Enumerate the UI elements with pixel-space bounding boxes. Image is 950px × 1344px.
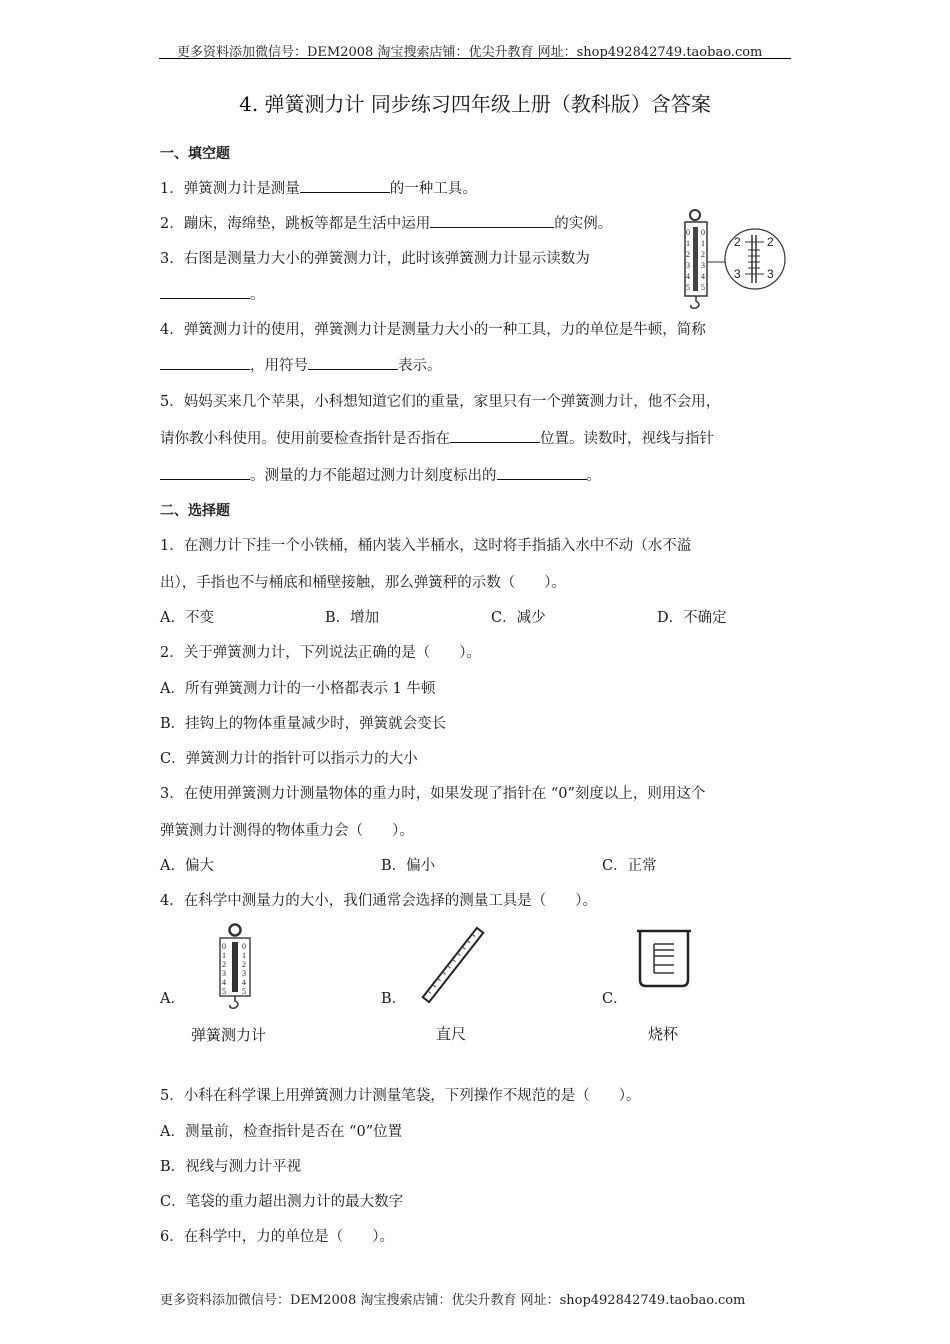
option-b[interactable]: B．	[381, 991, 407, 1007]
question-2-5: 5．小科在科学课上用弹簧测力计测量笔袋，下列操作不规范的是（ ）。	[160, 1088, 641, 1104]
option-b[interactable]: B．视线与测力计平视	[160, 1159, 302, 1175]
section-heading-multiple-choice: 二、选择题	[160, 503, 230, 519]
question-1-5	[160, 390, 720, 411]
scale-label: 3	[242, 969, 246, 978]
scale-label: 2	[222, 960, 226, 969]
question-1-5-line3	[160, 464, 601, 485]
option-b[interactable]: B．偏小	[381, 858, 436, 874]
scale-label: 4	[686, 272, 690, 281]
option-caption: 弹簧测力计	[191, 1026, 267, 1044]
scale-label: 2	[686, 250, 690, 259]
option-c[interactable]: C．弹簧测力计的指针可以指示力的大小	[160, 751, 418, 767]
question-text: 请你教小科使用。使用前要检查指针是否指在	[160, 431, 450, 447]
scale-label: 3	[222, 969, 226, 978]
question-text: 的实例。	[554, 216, 613, 232]
question-1-4	[160, 318, 706, 339]
option-b[interactable]: B．增加	[325, 610, 380, 626]
zoom-label: 3	[734, 267, 741, 281]
question-text: 1．弹簧测力计是测量	[160, 181, 300, 197]
scale-label: 2	[701, 250, 705, 259]
option-c[interactable]: C．减少	[491, 610, 546, 626]
question-1-5-line2	[160, 427, 714, 448]
answer-blank[interactable]	[308, 355, 398, 370]
option-a[interactable]: A．所有弹簧测力计的一小格都表示 1 牛顿	[160, 681, 436, 697]
scale-label: 2	[242, 960, 246, 969]
option-a[interactable]: A．测量前，检查指针是否在 “0”位置	[160, 1124, 403, 1140]
question-text: 。测量的力不能超过测力计刻度标出的	[250, 468, 497, 484]
answer-blank[interactable]	[160, 465, 250, 480]
question-1-2	[160, 212, 612, 233]
scale-label: 0	[686, 228, 690, 237]
scale-label: 5	[222, 987, 226, 996]
question-text: 。	[250, 287, 265, 303]
question-text: 2．蹦床，海绵垫，跳板等都是生活中运用	[160, 216, 431, 232]
page-footer: 更多资料添加微信号：DEM2008 淘宝搜索店铺：优尖升教育 网址：shop492842749.taobao.com	[160, 1293, 746, 1308]
option-c[interactable]: C．正常	[602, 858, 657, 874]
option-a[interactable]: A．偏大	[160, 858, 214, 874]
question-1-3-answer	[160, 283, 265, 304]
question-text: 4．弹簧测力计的使用，弹簧测力计是测量力大小的一种工具，力的单位是牛顿，简称	[160, 322, 706, 338]
question-1-4-answer	[160, 354, 442, 375]
scale-label: 3	[686, 261, 690, 270]
question-1-3	[160, 247, 590, 268]
question-2-1: 1．在测力计下挂一个小铁桶，桶内装入半桶水，这时将手指插入水中不动（水不溢	[160, 538, 692, 554]
section-heading-fill-blank: 一、填空题	[160, 146, 230, 162]
page-header: 更多资料添加微信号：DEM2008 淘宝搜索店铺：优尖升教育 网址：shop492842749.taobao.com	[177, 45, 763, 60]
option-caption: 烧杯	[648, 1025, 679, 1043]
option-c[interactable]: C．	[602, 991, 628, 1007]
answer-blank[interactable]	[450, 428, 540, 443]
scale-label: 5	[686, 283, 690, 292]
scale-label: 4	[222, 978, 226, 987]
spring-scale-icon	[210, 922, 260, 1010]
question-2-6: 6．在科学中，力的单位是（ ）。	[160, 1229, 394, 1245]
scale-label: 1	[242, 951, 246, 960]
answer-blank[interactable]	[497, 465, 587, 480]
question-text: 3．右图是测量力大小的弹簧测力计，此时该弹簧测力计显示读数为	[160, 251, 590, 267]
scale-label: 4	[701, 272, 705, 281]
option-a[interactable]: A．不变	[160, 610, 214, 626]
scale-spring	[693, 227, 698, 291]
page-title: 4. 弹簧测力计 同步练习四年级上册（教科版）含答案	[239, 92, 711, 116]
option-d[interactable]: D．不确定	[657, 610, 727, 626]
question-2-3: 3．在使用弹簧测力计测量物体的重力时，如果发现了指针在 “0”刻度以上，则用这个	[160, 786, 706, 802]
zoom-label: 2	[734, 235, 741, 249]
option-caption: 直尺	[436, 1025, 467, 1043]
question-2-1-line2: 出），手指也不与桶底和桶壁接触，那么弹簧秤的示数（ ）。	[160, 575, 566, 591]
scale-label: 0	[222, 942, 226, 951]
answer-blank[interactable]	[160, 284, 250, 299]
question-text: 位置。读数时，视线与指针	[540, 431, 714, 447]
question-2-3-line2: 弹簧测力计测得的物体重力会（ ）。	[160, 823, 414, 839]
zoom-label: 2	[767, 235, 774, 249]
scale-label: 0	[701, 228, 705, 237]
scale-label: 1	[686, 239, 690, 248]
scale-label: 0	[242, 942, 246, 951]
header-divider	[159, 58, 791, 59]
ruler-icon	[418, 924, 488, 1006]
option-c[interactable]: C．笔袋的重力超出测力计的最大数字	[160, 1194, 404, 1210]
scale-label: 1	[222, 951, 226, 960]
option-b[interactable]: B．挂钩上的物体重量减少时，弹簧就会变长	[160, 716, 447, 732]
question-text: 5．妈妈买来几个苹果，小科想知道它们的重量，家里只有一个弹簧测力计，他不会用，	[160, 394, 721, 410]
scale-ring-icon	[690, 210, 700, 220]
question-1-1	[160, 177, 477, 198]
scale-label: 5	[242, 987, 246, 996]
scale-hook-icon	[691, 296, 699, 308]
answer-blank[interactable]	[160, 355, 250, 370]
scale-label: 5	[701, 283, 705, 292]
spring-scale-figure	[672, 205, 812, 310]
question-2-2: 2．关于弹簧测力计，下列说法正确的是（ ）。	[160, 645, 481, 661]
question-2-4: 4．在科学中测量力的大小，我们通常会选择的测量工具是（ ）。	[160, 893, 597, 909]
scale-label: 4	[242, 978, 246, 987]
question-text: 表示。	[398, 358, 442, 374]
question-text: ，用符号	[250, 358, 308, 374]
question-text: 。	[586, 468, 601, 484]
scale-label: 1	[701, 239, 705, 248]
answer-blank[interactable]	[430, 213, 554, 228]
scale-label: 3	[701, 261, 705, 270]
beaker-icon	[634, 928, 694, 990]
answer-blank[interactable]	[300, 178, 390, 193]
zoom-label: 3	[767, 267, 774, 281]
option-a[interactable]: A．	[160, 991, 185, 1007]
question-text: 的一种工具。	[389, 181, 477, 197]
